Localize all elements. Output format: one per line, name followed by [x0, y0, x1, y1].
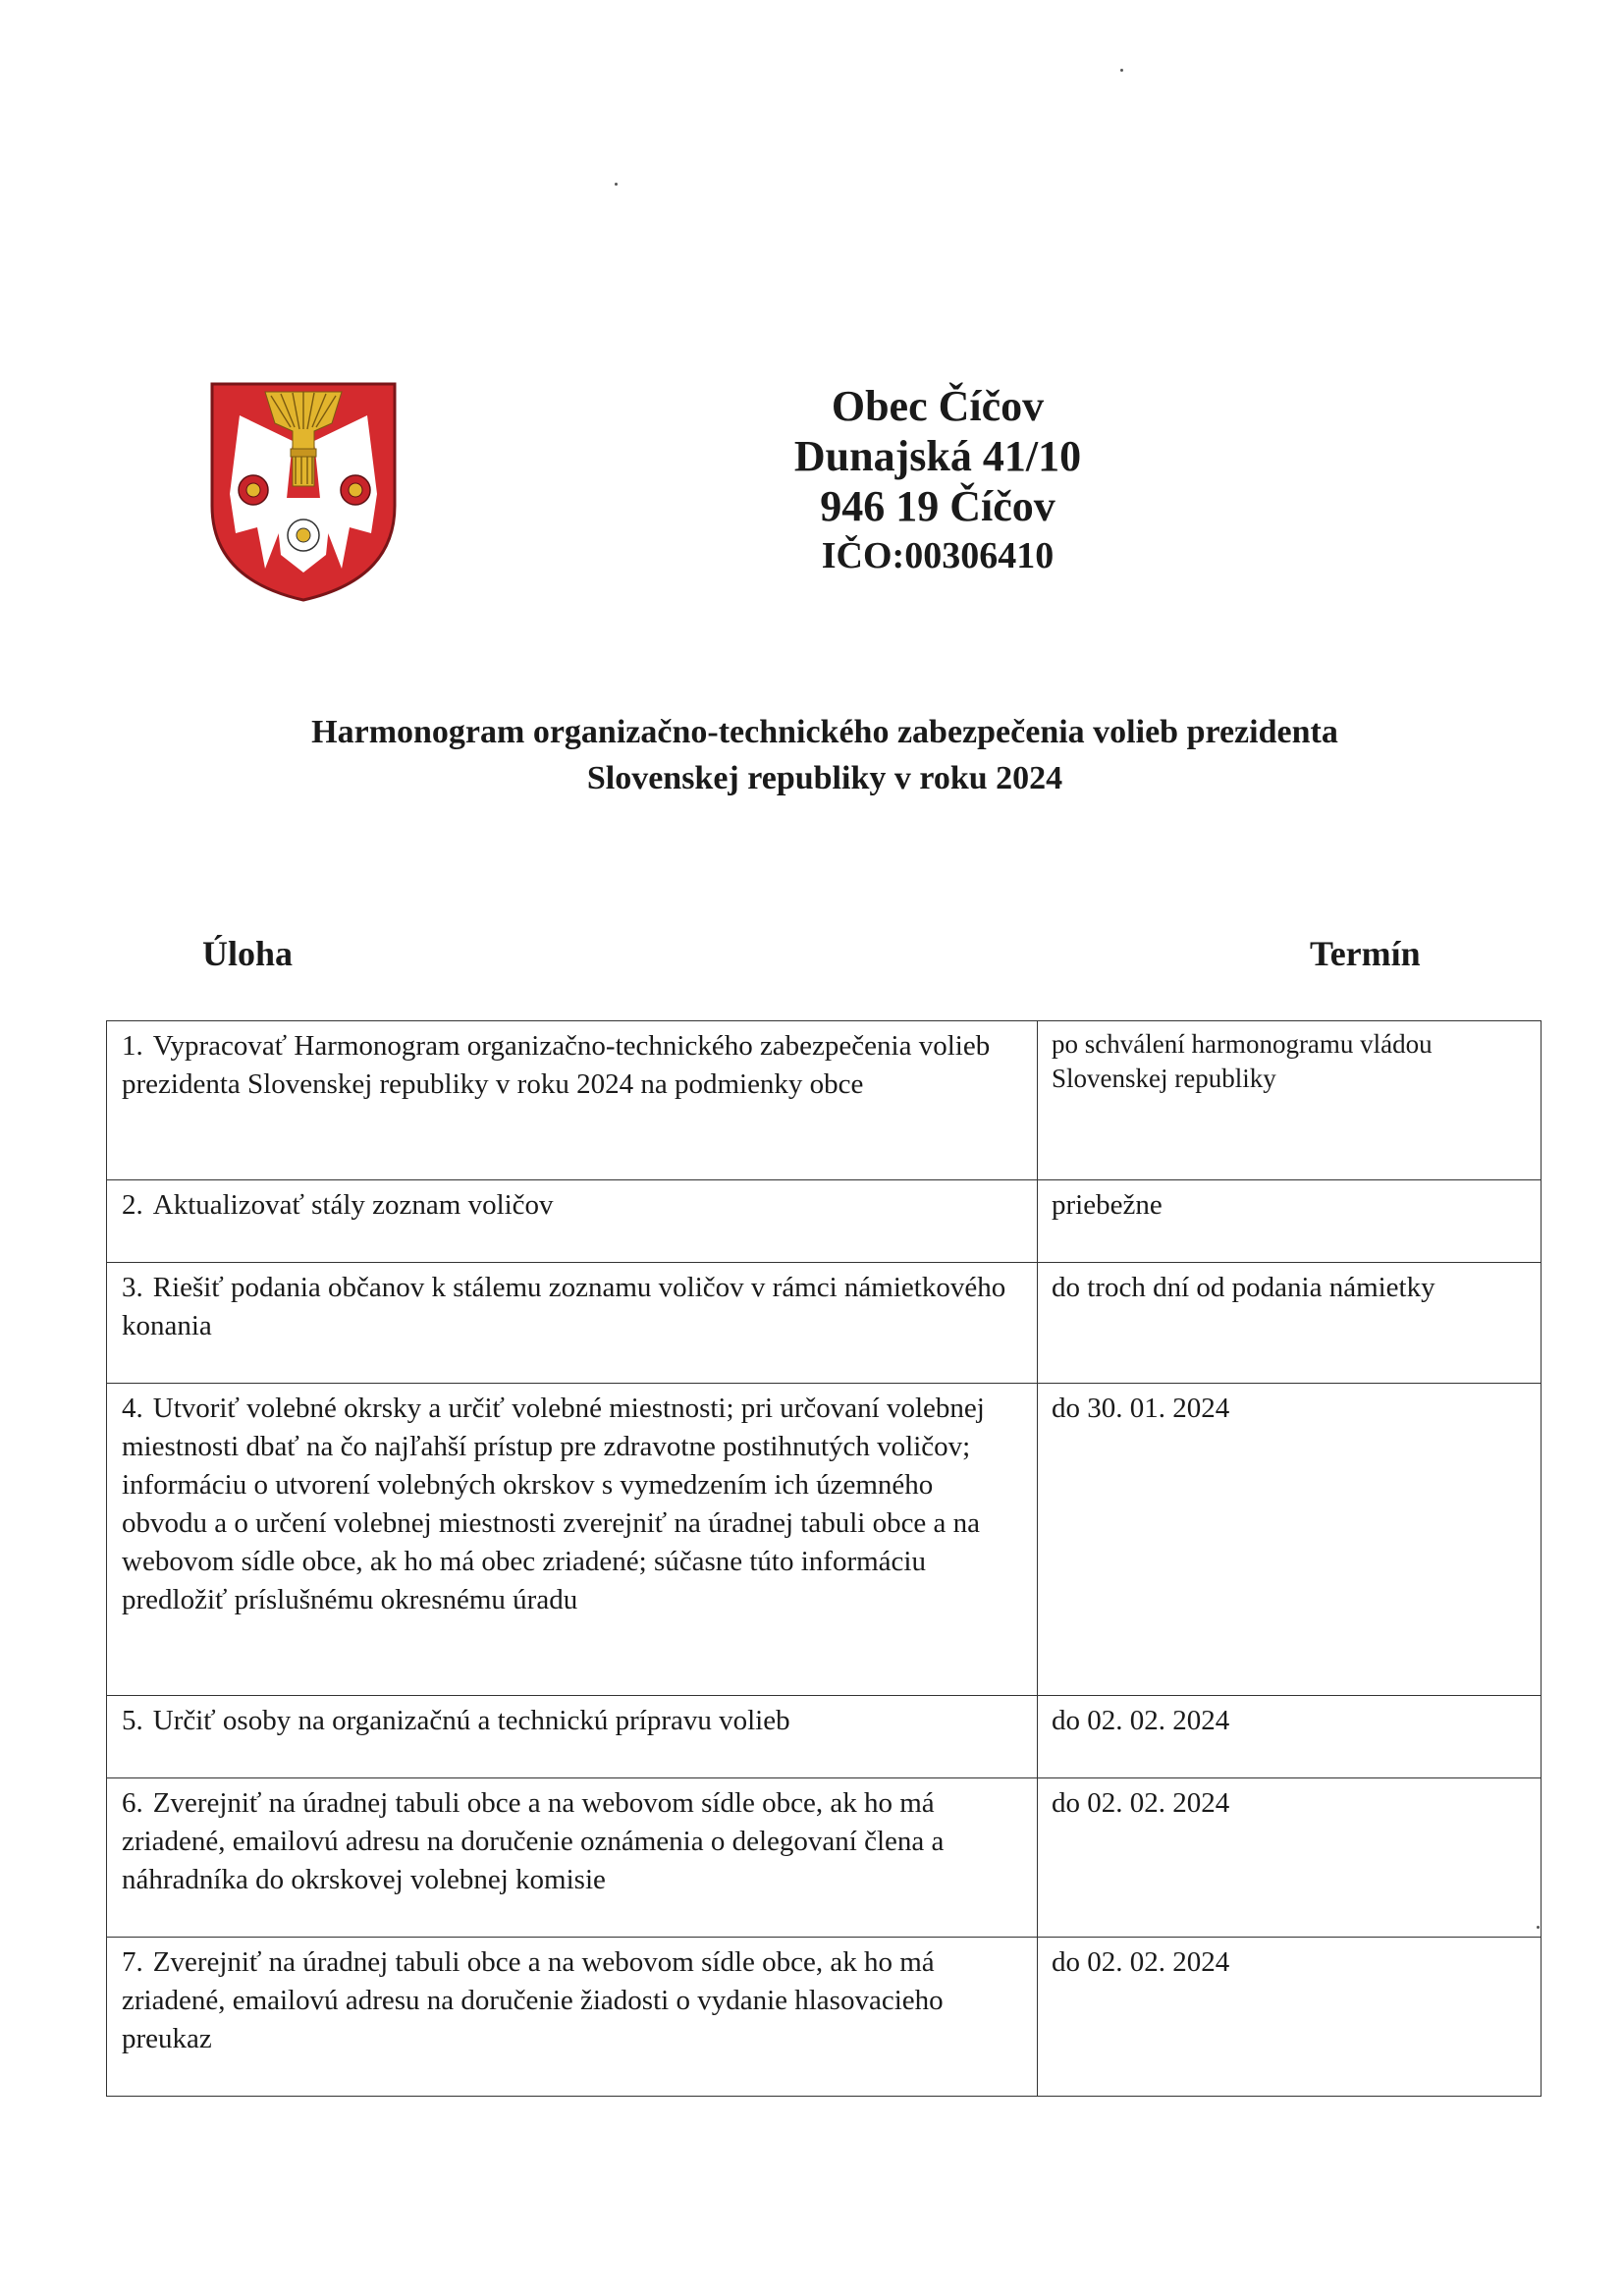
- task-text: Určiť osoby na organizačnú a technickú prípravu volieb: [152, 1705, 790, 1736]
- task-number: 3.: [122, 1272, 143, 1303]
- scan-speck: [1120, 69, 1123, 72]
- task-cell: [107, 1938, 1038, 2097]
- scan-speck: [615, 183, 618, 186]
- tasks-table: [106, 1020, 1542, 2097]
- task-text: Utvoriť volebné okrsky a určiť volebné miestnosti; pri určovaní volebnej miestnosti dbať na čo najľahší prístup pre zdravotne postihnutých voličov; informáciu o utvorení volebných okrskov s vymedzením ich územného obvodu a o určení volebnej miestnosti zverejniť na úradnej tabuli obce a na webovom sídle obce, ak ho má obec zriadené; súčasne túto informáciu predložiť príslušnému okresnému úradu: [122, 1393, 985, 1615]
- task-cell: [107, 1021, 1038, 1180]
- term-cell: do 30. 01. 2024: [1038, 1384, 1542, 1696]
- task-cell: [107, 1384, 1038, 1696]
- task-text: Zverejniť na úradnej tabuli obce a na webovom sídle obce, ak ho má zriadené, emailovú adresu na doručenie žiadosti o vydanie hlasovacieho preukaz: [122, 1946, 944, 2054]
- task-number: 6.: [122, 1787, 143, 1819]
- task-text: Vypracovať Harmonogram organizačno-technického zabezpečenia volieb prezidenta Slovenskej republiky v roku 2024 na podmienky obce: [122, 1030, 991, 1100]
- task-number: 4.: [122, 1393, 143, 1424]
- table-row: [107, 1021, 1542, 1180]
- scan-speck: [1537, 1926, 1540, 1929]
- term-cell: do 02. 02. 2024: [1038, 1696, 1542, 1778]
- task-number: 7.: [122, 1946, 143, 1978]
- municipality-header: [687, 381, 1188, 581]
- municipality-name: Obec Číčov: [831, 382, 1045, 430]
- task-cell: [107, 1180, 1038, 1263]
- task-number: 5.: [122, 1705, 143, 1736]
- document-title: [196, 709, 1453, 801]
- table-row: [107, 1180, 1542, 1263]
- document-title-line2: Slovenskej republiky v roku 2024: [586, 760, 1063, 796]
- document-title-line1: Harmonogram organizačno-technického zabezpečenia volieb prezidenta: [311, 714, 1338, 750]
- task-cell: [107, 1263, 1038, 1384]
- municipality-postal: 946 19 Číčov: [820, 482, 1055, 530]
- table-row: [107, 1696, 1542, 1778]
- column-heading-term: Termín: [1310, 934, 1421, 973]
- table-row: [107, 1263, 1542, 1384]
- term-cell: po schválení harmonogramu vládou Slovenskej republiky: [1038, 1021, 1542, 1180]
- task-text: Zverejniť na úradnej tabuli obce a na webovom sídle obce, ak ho má zriadené, emailovú adresu na doručenie oznámenia o delegovaní člena a náhradníka do okrskovej volebnej komisie: [122, 1787, 945, 1895]
- column-heading-task: Úloha: [202, 934, 294, 973]
- table-row: [107, 1778, 1542, 1938]
- task-cell: [107, 1696, 1038, 1778]
- term-cell: priebežne: [1038, 1180, 1542, 1263]
- term-cell: do 02. 02. 2024: [1038, 1938, 1542, 2097]
- term-cell: do troch dní od podania námietky: [1038, 1263, 1542, 1384]
- municipality-ico: IČO:00306410: [821, 535, 1055, 576]
- coat-of-arms-emblem: [208, 380, 399, 604]
- task-text: Riešiť podania občanov k stálemu zoznamu voličov v rámci námietkového konania: [122, 1272, 1006, 1341]
- task-number: 2.: [122, 1189, 143, 1221]
- task-number: 1.: [122, 1030, 143, 1062]
- task-text: Aktualizovať stály zoznam voličov: [152, 1189, 554, 1221]
- table-row: [107, 1384, 1542, 1696]
- term-cell: do 02. 02. 2024: [1038, 1778, 1542, 1938]
- table-row: [107, 1938, 1542, 2097]
- municipality-street: Dunajská 41/10: [793, 432, 1082, 480]
- task-cell: [107, 1778, 1038, 1938]
